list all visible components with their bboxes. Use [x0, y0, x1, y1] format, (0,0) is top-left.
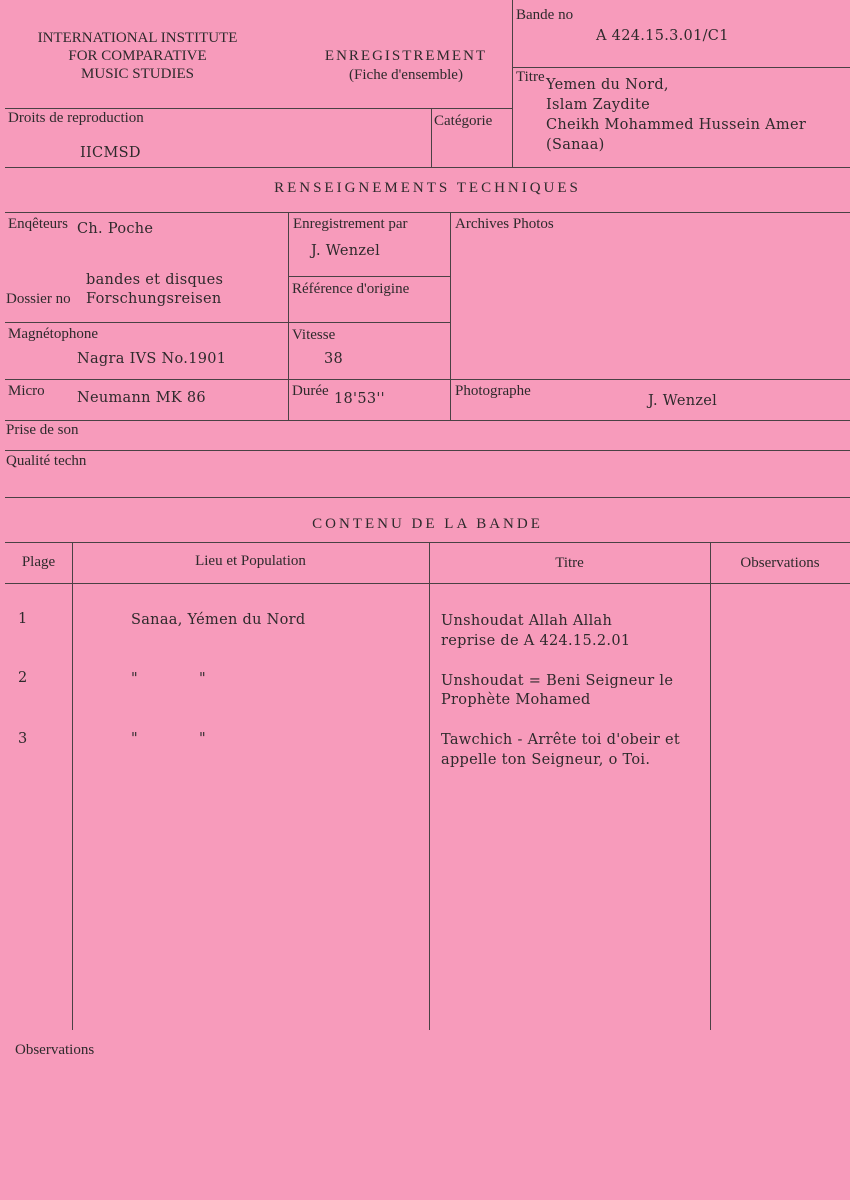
column-header-plage: Plage	[21, 554, 56, 570]
enregistrement-value: J. Wenzel	[311, 243, 381, 259]
photographe-label: Photographe	[455, 383, 531, 399]
row-3-titre-line1: Tawchich - Arrête toi d'obeir et	[441, 732, 681, 748]
duree-label: Durée	[292, 383, 329, 399]
institute-name-line1: INTERNATIONAL INSTITUTE	[37, 30, 238, 46]
contents-section-title: CONTENU DE LA BANDE	[312, 516, 543, 532]
rule-col-titre	[710, 542, 711, 1030]
row-2-ditto-a: "	[131, 671, 138, 687]
rule-tech-col2	[450, 212, 451, 420]
magnetophone-label: Magnétophone	[8, 326, 98, 342]
bande-value: A 424.15.3.01/C1	[596, 28, 729, 44]
row-1-titre-line2: reprise de A 424.15.2.01	[441, 633, 631, 649]
titre-line-2: Islam Zaydite	[546, 97, 650, 113]
column-header-lieu: Lieu et Population	[195, 553, 306, 569]
rule-col-plage	[72, 542, 73, 1030]
rule-bande-bottom	[512, 67, 850, 68]
archives-photos-label: Archives Photos	[455, 216, 554, 232]
titre-line-4: (Sanaa)	[546, 137, 605, 153]
duree-value: 18'53''	[334, 391, 385, 407]
prise-de-son-label: Prise de son	[6, 422, 79, 438]
micro-value: Neumann MK 86	[77, 390, 206, 406]
column-header-titre: Titre	[555, 555, 584, 571]
row-3-ditto-b: "	[199, 731, 206, 747]
enregistrement-label: Enregistrement par	[293, 216, 408, 232]
rule-categorie-left	[431, 108, 432, 168]
technical-section-title: RENSEIGNEMENTS TECHNIQUES	[274, 180, 581, 196]
form-subtitle: (Fiche d'ensemble)	[349, 67, 463, 83]
row-2-titre-line2: Prophète Mohamed	[441, 692, 591, 708]
row-3-titre-line2: appelle ton Seigneur, o Toi.	[441, 752, 651, 768]
rule-header-bottom	[5, 167, 850, 168]
row-2-plage: 2	[18, 670, 28, 686]
magnetophone-value: Nagra IVS No.1901	[77, 351, 227, 367]
rule-table-top	[5, 542, 850, 543]
rule-enregistrement-bottom	[288, 276, 450, 277]
institute-name-line2: FOR COMPARATIVE	[68, 48, 207, 64]
dossier-label: Dossier no	[6, 291, 71, 307]
rule-qualite-bottom	[5, 497, 850, 498]
vitesse-label: Vitesse	[292, 327, 336, 343]
titre-line-1: Yemen du Nord,	[546, 77, 669, 93]
rule-col-lieu	[429, 542, 430, 1030]
column-header-observations: Observations	[740, 555, 820, 571]
categorie-label: Catégorie	[434, 113, 493, 129]
rule-tech-col1	[288, 212, 289, 420]
rule-bande-left	[512, 0, 513, 168]
droits-label: Droits de reproduction	[8, 110, 144, 126]
row-3-ditto-a: "	[131, 731, 138, 747]
row-3-plage: 3	[18, 731, 28, 747]
row-1-titre-line1: Unshoudat Allah Allah	[441, 613, 613, 629]
dossier-value-line2: Forschungsreisen	[86, 291, 222, 307]
institute-name-line3: MUSIC STUDIES	[81, 66, 194, 82]
dossier-value-line1: bandes et disques	[86, 272, 224, 288]
droits-value: IICMSD	[80, 145, 141, 161]
rule-tech-top	[5, 212, 850, 213]
photographe-value: J. Wenzel	[648, 393, 718, 409]
bande-label: Bande no	[516, 7, 574, 23]
rule-dossier-bottom	[5, 322, 450, 323]
row-2-ditto-b: "	[199, 671, 206, 687]
row-1-plage: 1	[18, 611, 28, 627]
rule-magnetophone-bottom	[5, 379, 850, 380]
enqueteurs-value: Ch. Poche	[77, 221, 154, 237]
row-2-titre-line1: Unshoudat = Beni Seigneur le	[441, 673, 674, 689]
titre-label: Titre	[516, 69, 545, 85]
titre-line-3: Cheikh Mohammed Hussein Amer	[546, 117, 807, 133]
micro-label: Micro	[8, 383, 45, 399]
rule-table-header-bottom	[5, 583, 850, 584]
reference-label: Référence d'origine	[292, 281, 410, 297]
rule-micro-bottom	[5, 420, 850, 421]
qualite-techn-label: Qualité techn	[6, 453, 87, 469]
rule-prise-bottom	[5, 450, 850, 451]
observations-label: Observations	[15, 1042, 95, 1058]
row-1-lieu: Sanaa, Yémen du Nord	[131, 612, 306, 628]
form-title: ENREGISTREMENT	[324, 48, 488, 64]
enqueteurs-label: Enqêteurs	[8, 216, 68, 232]
vitesse-value: 38	[324, 351, 344, 367]
